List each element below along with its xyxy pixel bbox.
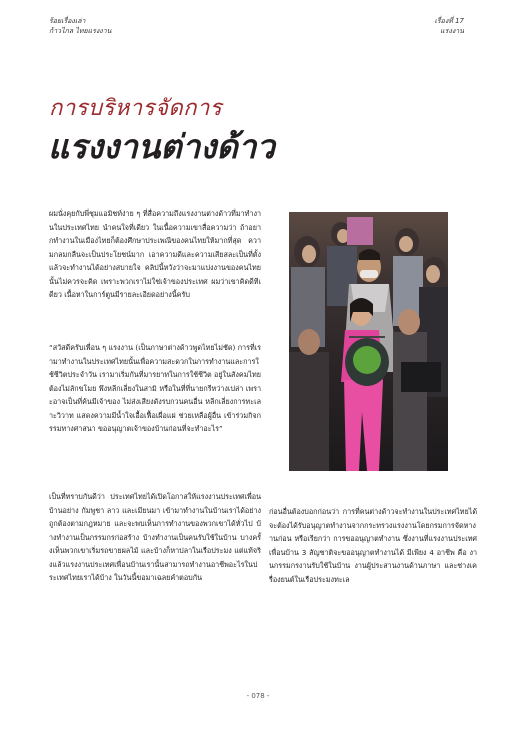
header-story-number: เรื่องที่ 17 [434, 17, 464, 25]
running-header-left [49, 16, 111, 36]
header-book-subtitle: ก้าวไกล ไทยแรงงาน [49, 27, 112, 35]
body-paragraph-right: ก่อนอื่นต้องบอกก่อนว่า การที่คนต่างด้าวจะทำงานในประเทศไทยได้จะต้องได้รับอนุญาตทำงานจากกระทรวงแรงงานโดยกรมการจัดหางานก่อน หรือเรียกว่า การขออนุญาตทำงาน ซึ่งงานที่แรงงานประเทศเพื่อนบ้าน 3 สัญชาติจะขออนุญาตทำงานได้ มีเพียง 4 อาชีพ คือ งานกรรมกรงานรับใช้ในบ้าน งานผู้ประสานงานด้านภาษา และช่างเครื่องยนต์ในเรือประมงทะเล [269, 507, 477, 584]
header-section: แรงงาน [440, 27, 464, 35]
page-title-line1: การบริหารจัดการ [49, 96, 223, 121]
page-number: - 078 - [246, 692, 270, 700]
crowd-photo [289, 212, 448, 471]
quote-paragraph: “สวัสดีครับเพื่อน ๆ แรงงาน (เป็นภาษาต่างด้าวพูดไทยไม่ชัด) การที่เรามาทำงานในประเทศไทยนั้นเพื่อความสะดวกในการทำงานและการใช้ชีวิตประจำวัน เรามาเริ่มกันที่มารยาทในการใช้ชีวิต อยู่ในสังคมไทย ต้องไม่ลักขโมย พึงหลีกเลี่ยงในสามิ หรือในที่ที่นายกรีหว่างเปล่า เพราะอาจเป็นที่ค้นมีเจ้าของ ไม่ส่งเสียงดังรบกวนคนอื่น หลีกเลี่ยงการทะเลาะวิวาท แสดงความมีน้ำใจเอื้อเฟื้อเผื่อแผ่ ช่วยเหลือผู้อื่น เข้าร่วมกิจกรรมทางศาสนา ขออนุญาตเจ้าของบ้านก่อนที่จะทำอะไร” [49, 343, 261, 433]
body-paragraph-left: เป็นที่ทราบกันดีว่า ประเทศไทยได้เปิดโอกาสให้แรงงานประเทศเพื่อนบ้านอย่าง กัมพูชา ลาว และเมียนมา เข้ามาทำงานในบ้านเราได้อย่างถูกต้องตามกฎหมาย และจะพบเห็นการทำงานของพวกเขาได้ทั่วไป บ้างทำงานเป็นกรรมกรก่อสร้าง บ้างทำงานเป็นคนรับใช้ในบ้าน บางครั้งเห็นพวกเขาเริ่มรถขายผลไม้ และบ้างก็หาปลาในเรือประมง แต่แท้จริงแล้วแรงงานประเทศเพื่อนบ้านเรานั้นสามารถทำงานอาชีพอะไรในประเทศไทยเราได้บ้าง ในวันนี้ขอมาเฉลยคำตอบกัน [49, 492, 261, 582]
crowd-photo-illustration [289, 212, 448, 471]
header-book-title: ร้อยเรื่องเล่า [49, 17, 86, 25]
page-title-line2: แรงงานต่างด้าว [48, 127, 275, 166]
intro-paragraph: ผมนั่งคุยกับพี่ชุมแอมิชท์ง่าย ๆ ที่สื่อความถึงแรงงานต่างด้าวที่มาทำงานในประเทศไทย นำคนใจที่เดียว ในเนื้อความเขาสื่อความว่า ถ้าอยากทำงานในเมืองไทยก็ต้องศึกษาประเพณีของคนไทยให้มากที่สุด ความกลมกลืนจะเป็นประโยชน์มาก เอาความดีและความเสียสละเป็นที่ตั้งแล้วจะทำงานได้อย่างสบายใจ คลิปนี้หวังว่าจะมาแบ่งงานของคนไทยนั้นไม่ควรจะคิด เพราะพวกเราไม่ใช่เจ้าของประเทศ ผมว่าเขาคิดดีทีเดียว เนื้อหาในการ์ตูนมีรายละเอียดอย่างนี้ครับ [49, 209, 261, 299]
running-header-right [434, 16, 464, 36]
